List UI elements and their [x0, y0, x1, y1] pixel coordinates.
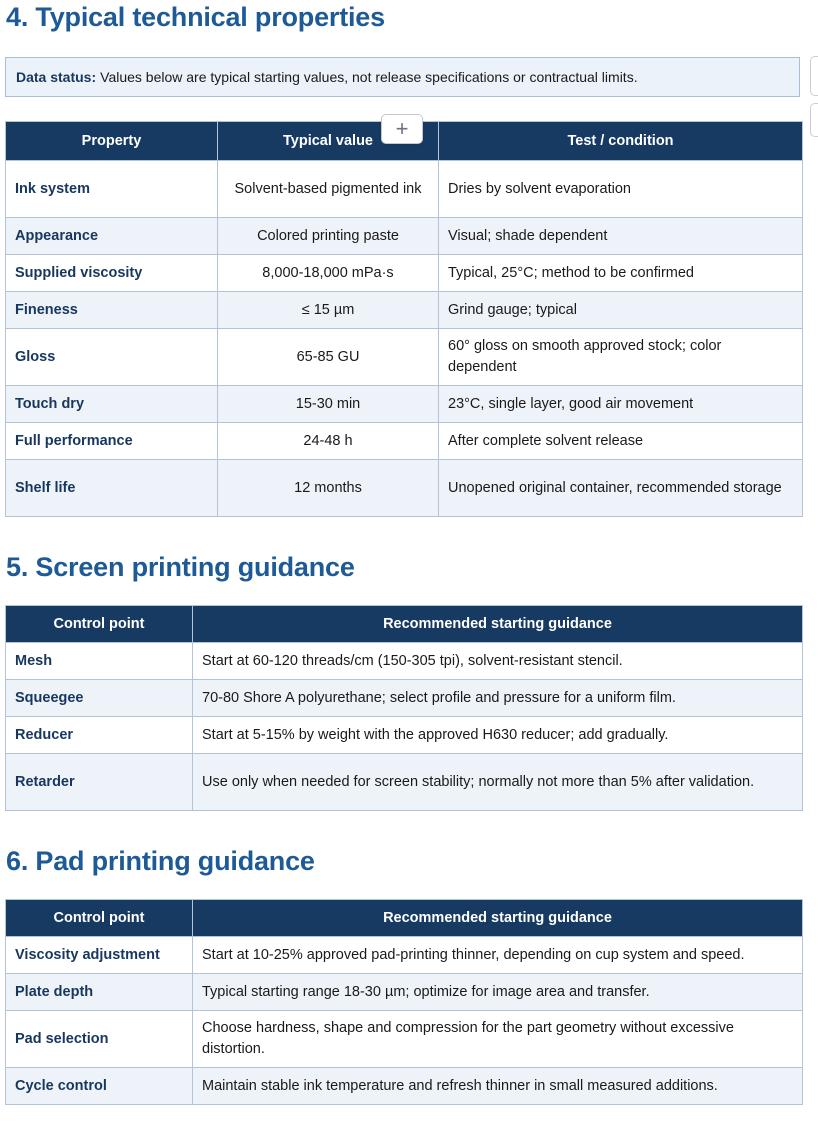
value-cell: Colored printing paste — [218, 218, 439, 255]
add-column-button[interactable]: + — [381, 114, 423, 144]
control-point-cell: Viscosity adjustment — [6, 937, 193, 974]
screen-printing-table — [5, 605, 803, 811]
value-cell: 65-85 GU — [218, 329, 439, 386]
section-heading-pad: 6. Pad printing guidance — [6, 846, 315, 876]
table-row — [6, 754, 803, 811]
header-control-point: Control point — [6, 900, 193, 937]
table-row — [6, 161, 803, 218]
header-guidance: Recommended starting guidance — [193, 900, 803, 937]
property-cell: Gloss — [6, 329, 218, 386]
table-row — [6, 974, 803, 1011]
guidance-cell: Start at 60-120 threads/cm (150-305 tpi), solvent-resistant stencil. — [193, 643, 803, 680]
header-test-condition: Test / condition — [439, 122, 803, 161]
section-heading-properties: 4. Typical technical properties — [6, 2, 385, 32]
condition-cell: After complete solvent release — [439, 423, 803, 460]
table-row — [6, 292, 803, 329]
table-row — [6, 423, 803, 460]
condition-cell: Grind gauge; typical — [439, 292, 803, 329]
condition-cell: Visual; shade dependent — [439, 218, 803, 255]
pad-printing-table — [5, 899, 803, 1105]
property-cell: Fineness — [6, 292, 218, 329]
guidance-cell: Start at 10-25% approved pad-printing thinner, depending on cup system and speed. — [193, 937, 803, 974]
header-control-point: Control point — [6, 606, 193, 643]
value-cell: 12 months — [218, 460, 439, 517]
header-typical-value: Typical value — [218, 122, 439, 161]
property-cell: Full performance — [6, 423, 218, 460]
condition-cell: 23°C, single layer, good air movement — [439, 386, 803, 423]
guidance-cell: Use only when needed for screen stability; normally not more than 5% after validation. — [193, 754, 803, 811]
table-row — [6, 255, 803, 292]
table-row — [6, 680, 803, 717]
data-status-text: Values below are typical starting values, not release specifications or contractual limits. — [100, 69, 638, 85]
condition-cell: 60° gloss on smooth approved stock; color dependent — [439, 329, 803, 386]
side-handle[interactable] — [810, 103, 818, 137]
control-point-cell: Plate depth — [6, 974, 193, 1011]
guidance-cell: Choose hardness, shape and compression for the part geometry without excessive distortion. — [193, 1011, 803, 1068]
property-cell: Shelf life — [6, 460, 218, 517]
data-status-label: Data status: — [16, 69, 97, 85]
table-header-row — [6, 900, 803, 937]
header-guidance: Recommended starting guidance — [193, 606, 803, 643]
condition-cell: Unopened original container, recommended storage — [439, 460, 803, 517]
header-property: Property — [6, 122, 218, 161]
condition-cell: Typical, 25°C; method to be confirmed — [439, 255, 803, 292]
condition-cell: Dries by solvent evaporation — [439, 161, 803, 218]
section-heading-screen: 5. Screen printing guidance — [6, 552, 355, 582]
property-cell: Touch dry — [6, 386, 218, 423]
control-point-cell: Reducer — [6, 717, 193, 754]
guidance-cell: Maintain stable ink temperature and refresh thinner in small measured additions. — [193, 1068, 803, 1105]
side-handle[interactable] — [810, 56, 818, 96]
properties-table — [5, 121, 803, 517]
table-row — [6, 386, 803, 423]
guidance-cell: Typical starting range 18-30 µm; optimize for image area and transfer. — [193, 974, 803, 1011]
value-cell: 15-30 min — [218, 386, 439, 423]
table-row — [6, 460, 803, 517]
value-cell: 8,000-18,000 mPa·s — [218, 255, 439, 292]
table-row — [6, 329, 803, 386]
table-row — [6, 1068, 803, 1105]
guidance-cell: Start at 5-15% by weight with the approved H630 reducer; add gradually. — [193, 717, 803, 754]
table-row — [6, 218, 803, 255]
table-row — [6, 1011, 803, 1068]
table-row — [6, 643, 803, 680]
control-point-cell: Cycle control — [6, 1068, 193, 1105]
property-cell: Supplied viscosity — [6, 255, 218, 292]
data-status-note — [5, 57, 800, 97]
property-cell: Appearance — [6, 218, 218, 255]
guidance-cell: 70-80 Shore A polyurethane; select profile and pressure for a uniform film. — [193, 680, 803, 717]
table-row — [6, 937, 803, 974]
table-header-row — [6, 606, 803, 643]
control-point-cell: Pad selection — [6, 1011, 193, 1068]
property-cell: Ink system — [6, 161, 218, 218]
control-point-cell: Squeegee — [6, 680, 193, 717]
value-cell: Solvent-based pigmented ink — [218, 161, 439, 218]
value-cell: 24-48 h — [218, 423, 439, 460]
value-cell: ≤ 15 µm — [218, 292, 439, 329]
table-row — [6, 717, 803, 754]
control-point-cell: Mesh — [6, 643, 193, 680]
control-point-cell: Retarder — [6, 754, 193, 811]
